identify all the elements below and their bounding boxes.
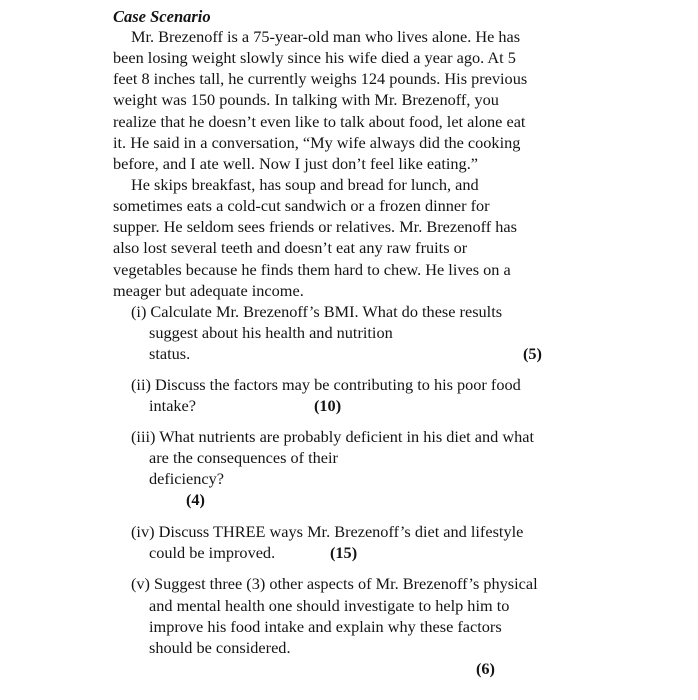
question-line: suggest about his health and nutrition <box>149 323 393 342</box>
question-line: improve his food intake and explain why these factors <box>149 617 502 636</box>
paragraph-1-line: realize that he doesn’t even like to talk about food, let alone eat <box>113 112 526 131</box>
question-line: status. <box>149 344 191 363</box>
question-line: (ii) Discuss the factors may be contributing to his poor food <box>131 375 521 394</box>
paragraph-2-line: meager but adequate income. <box>113 281 304 300</box>
paragraph-2-line: sometimes eats a cold-cut sandwich or a frozen dinner for <box>113 196 490 215</box>
question-line: and mental health one should investigate to help him to <box>149 596 510 615</box>
question-marks: (4) <box>186 490 205 509</box>
paragraph-1-line: weight was 150 pounds. In talking with Mr. Brezenoff, you <box>113 90 499 109</box>
question-line: (iv) Discuss THREE ways Mr. Brezenoff’s diet and lifestyle <box>131 522 524 541</box>
paragraph-1-line: before, and I ate well. Now I just don’t feel like eating.” <box>113 154 478 173</box>
paragraph-1-line: it. He said in a conversation, “My wife always did the cooking <box>113 133 521 152</box>
paragraph-1-line: feet 8 inches tall, he currently weighs 124 pounds. His previous <box>113 69 528 88</box>
paragraph-1-line: Mr. Brezenoff is a 75-year-old man who lives alone. He has <box>131 27 521 46</box>
paragraph-2-line: vegetables because he finds them hard to chew. He lives on a <box>113 260 511 279</box>
paragraph-2-line: supper. He seldom sees friends or relatives. Mr. Brezenoff has <box>113 217 517 236</box>
question-marks: (15) <box>330 543 358 562</box>
question-line: (v) Suggest three (3) other aspects of Mr. Brezenoff’s physical <box>131 574 538 593</box>
question-marks: (5) <box>523 344 542 363</box>
question-line: could be improved. <box>149 543 276 562</box>
question-marks: (10) <box>314 396 342 415</box>
case-scenario-heading: Case Scenario <box>113 7 211 26</box>
paragraph-1-line: been losing weight slowly since his wife died a year ago. At 5 <box>113 48 516 67</box>
question-line: intake? <box>149 396 197 415</box>
question-line: deficiency? <box>149 469 225 488</box>
question-line: are the consequences of their <box>149 448 338 467</box>
paragraph-2-line: also lost several teeth and doesn’t eat any raw fruits or <box>113 238 468 257</box>
paragraph-2-line: He skips breakfast, has soup and bread for lunch, and <box>131 175 479 194</box>
question-line: should be considered. <box>149 638 291 657</box>
question-marks: (6) <box>476 659 495 678</box>
question-line: (i) Calculate Mr. Brezenoff’s BMI. What do these results <box>131 302 503 321</box>
question-line: (iii) What nutrients are probably deficient in his diet and what <box>131 427 534 446</box>
